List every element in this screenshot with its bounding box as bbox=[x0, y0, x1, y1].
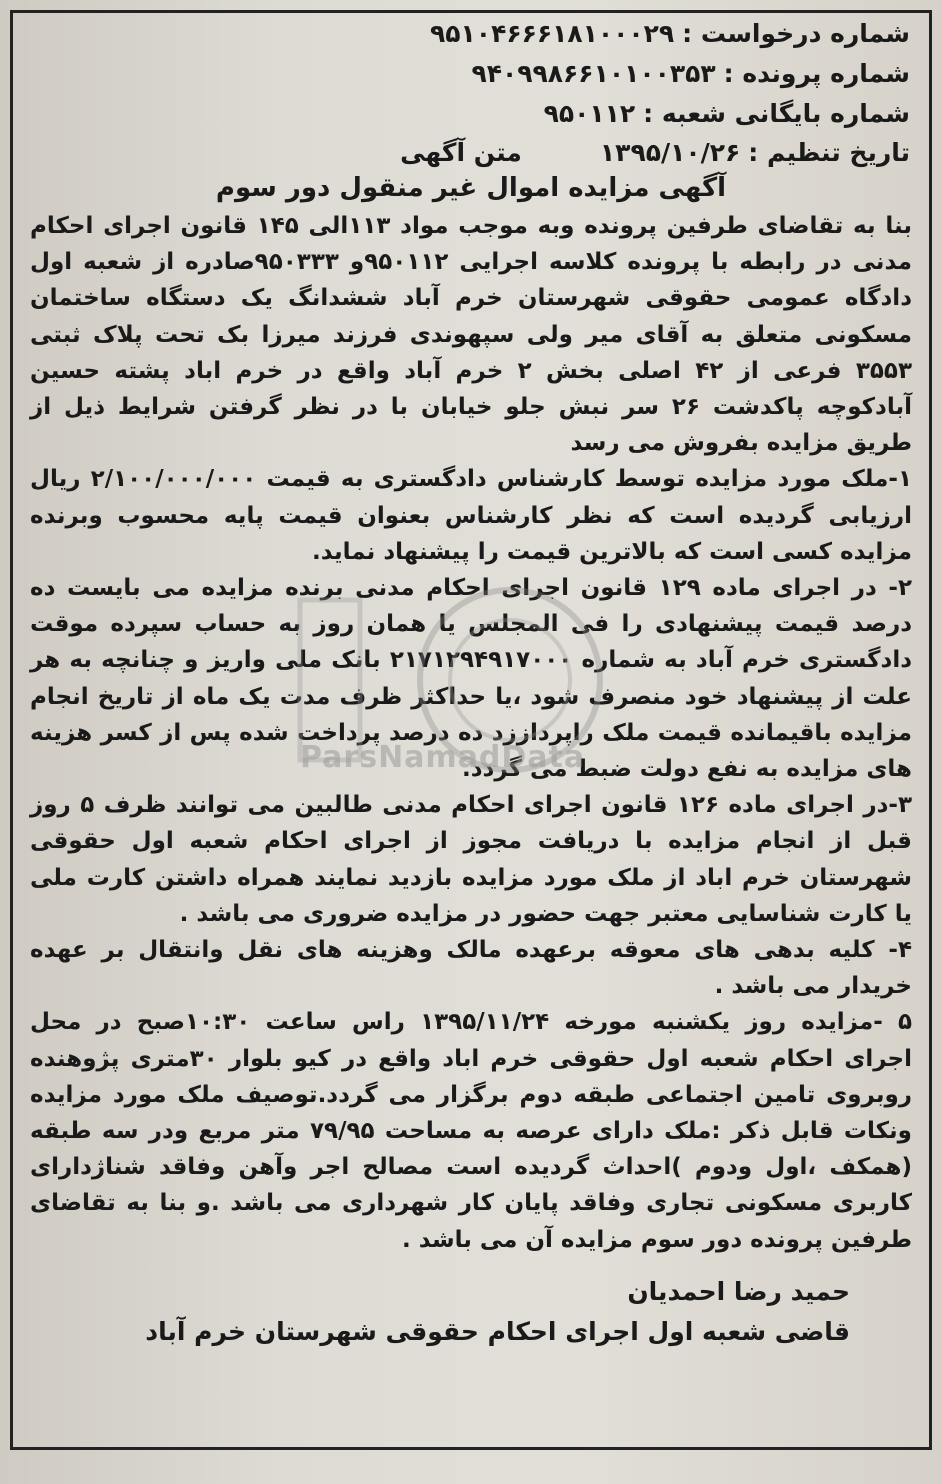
clause-1: ۱-ملک مورد مزایده توسط کارشناس دادگستری به قیمت ۲/۱۰۰/۰۰۰/۰۰۰ ریال ارزیابی گردیده است که نظر کارشناس بعنوان قیمت پایه محسوب وبرنده مزایده کسی است که بالاترین قیمت را پیشنهاد نماید. bbox=[30, 466, 912, 565]
watermark-brand: ParsNamadData bbox=[300, 740, 586, 775]
notice-border bbox=[10, 10, 932, 1450]
request-number-value: ۹۵۱۰۴۶۶۶۱۸۱۰۰۰۲۹ bbox=[430, 19, 675, 48]
case-number-label: شماره پرونده : bbox=[723, 59, 910, 88]
notice-text-label: متن آگهی bbox=[400, 138, 522, 167]
date-value: ۱۳۹۵/۱۰/۲۶ bbox=[599, 138, 741, 167]
clause-4: ۴- کلیه بدهی های معوقه برعهده مالک وهزینه های نقل وانتقال بر عهده خریدار می باشد . bbox=[30, 937, 912, 1000]
case-number-value: ۹۴۰۹۹۸۶۶۱۰۱۰۰۳۵۳ bbox=[471, 59, 716, 88]
date-row bbox=[600, 134, 910, 172]
signer-name: حمید رضا احمدیان bbox=[627, 1276, 850, 1306]
intro-paragraph: بنا به تقاضای طرفین پرونده وبه موجب مواد ۱۱۳الی ۱۴۵ قانون اجرای احکام مدنی در رابطه با پرونده کلاسه اجرایی ۹۵۰۱۱۲و ۹۵۰۳۳۳صادره از شعبه اول دادگاه عمومی حقوقی شهرستان خرم آباد ششدانگ یک دستگاه ساختمان مسکونی متعلق به آقای میر ولی سپهوندی فرزند میرزا بک تحت پلاک ثبتی ۳۵۵۳ فرعی از ۴۲ اصلی بخش ۲ خرم آباد واقع در خرم اباد پشته حسین آبادکوچه پاکدشت ۲۶ سر نبش جلو خیابان با در نظر گرفتن شرایط ذیل از طریق مزایده بفروش می رسد bbox=[30, 213, 913, 457]
signer-position: قاضی شعبه اول اجرای احکام حقوقی شهرستان خرم آباد bbox=[145, 1316, 850, 1346]
request-number-label: شماره درخواست : bbox=[682, 19, 910, 48]
archive-number-label: شماره بایگانی شعبه : bbox=[643, 99, 910, 128]
clause-5: ۵ -مزایده روز یکشنبه مورخه ۱۳۹۵/۱۱/۲۴ راس ساعت ۱۰:۳۰صبح در محل اجرای احکام شعبه اول حقوقی خرم اباد واقع در کیو بلوار ۳۰متری پژوهنده روبروی تامین اجتماعی طبقه دوم برگزار می گردد.توصیف ملک مورد مزایده ونکات قابل ذکر :ملک دارای عرصه به مساحت ۷۹/۹۵ متر مربع ودر سه طبقه (همکف ،اول ودوم )احداث گردیده است مصالح اجر وآهن وفاقد شناژدارای کاربری مسکونی تجاری وفاقد پایان کار شهرداری می باشد .و بنا به تقاضای طرفین پرونده دور سوم مزایده آن می باشد . bbox=[30, 1009, 912, 1253]
clause-2: ۲- در اجرای ماده ۱۲۹ قانون اجرای احکام مدنی برنده مزایده می بایست ده درصد قیمت پیشنهادی را فی المجلس یا همان روز به حساب سپرده موقت دادگستری خرم آباد به شماره ۲۱۷۱۲۹۴۹۱۷۰۰۰ بانک ملی واریز و چنانچه به هر علت از پیشنهاد خود منصرف شود ،یا حداکثر ظرف مدت یک ماه از تاریخ انجام مزایده باقیمانده قیمت ملک راپرداززد ده درصد پرداخت شده پس از کسر هزینه های مزایده به نفع دولت ضبط می گردد. bbox=[30, 575, 913, 783]
notice-title: آگهی مزایده اموال غیر منقول دور سوم bbox=[215, 173, 727, 203]
date-label: تاریخ تنظیم : bbox=[748, 138, 910, 167]
clause-3: ۳-در اجرای ماده ۱۲۶ قانون اجرای احکام مدنی طالبین می توانند ظرف ۵ روز قبل از انجام مزایده با دریافت مجوز از اجرای احکام شعبه اول حقوقی شهرستان خرم اباد از ملک مورد مزایده بازدید نمایند همراه داشتن کارت ملی یا کارت شناسایی معتبر جهت حضور در مزایده ضروری می باشد . bbox=[30, 792, 912, 927]
archive-number-value: ۹۵۰۱۱۲ bbox=[543, 99, 636, 128]
